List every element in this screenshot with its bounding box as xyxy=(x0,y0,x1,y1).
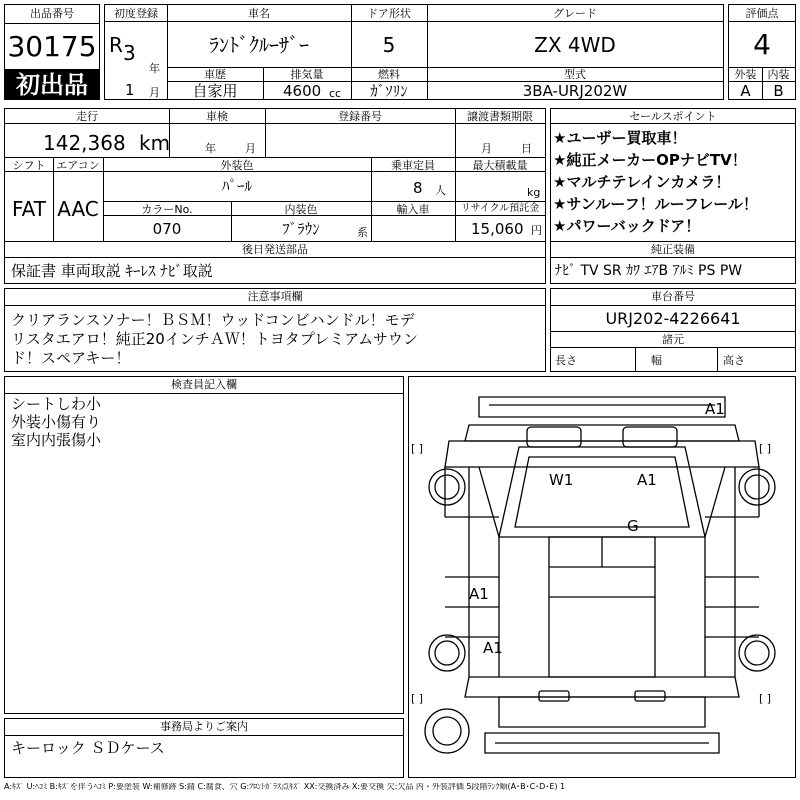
capacity-label: 乗車定員 xyxy=(391,159,435,172)
sales-point-item: ★マルチテレインカメラ！ xyxy=(553,173,731,191)
interior-label: 内装 xyxy=(767,68,790,81)
caution-line: リスタエアロ！純正20インチＡＷ！トヨタプレミアムサウン xyxy=(11,330,418,348)
first-listing-text: 初出品 xyxy=(16,71,88,99)
car-name-label: 車名 xyxy=(248,7,270,20)
bracket-mark: [ ] xyxy=(759,692,772,705)
int-color-unit: 系 xyxy=(357,226,368,239)
inspection-month-unit: 月 xyxy=(245,142,256,155)
color-no-value: 070 xyxy=(152,220,182,238)
fuel-value: ｶﾞｿﾘﾝ xyxy=(370,82,408,100)
damage-mark: A1 xyxy=(637,471,657,489)
damage-mark: A1 xyxy=(705,400,725,418)
load-label: 最大積載量 xyxy=(472,159,528,172)
exterior-value: A xyxy=(740,82,751,100)
recycle-unit: 円 xyxy=(531,224,542,237)
transfer-label: 譲渡書類期限 xyxy=(467,110,533,123)
specs-grid xyxy=(4,108,546,284)
sales-point-item: ★パワーバックドア！ xyxy=(553,217,701,235)
first-listing-badge xyxy=(5,69,99,99)
width-label: 幅 xyxy=(651,354,662,367)
inspector-box xyxy=(4,376,404,714)
sales-points-label: セールスポイント xyxy=(629,110,717,123)
reg-no-label: 登録番号 xyxy=(338,110,382,123)
caution-label: 注意事項欄 xyxy=(247,290,303,303)
year-unit: 年 xyxy=(149,62,160,75)
office-value: キーロック ＳＤケース xyxy=(11,739,165,757)
first-reg-label: 初度登録 xyxy=(114,7,158,20)
dims-label: 諸元 xyxy=(662,333,684,346)
damage-mark: A1 xyxy=(483,639,503,657)
equipment-value: ﾅﾋﾞ TV SR ｶﾜ ｴｱB ｱﾙﾐ PS PW xyxy=(555,263,743,279)
month-unit: 月 xyxy=(149,86,160,99)
header-grid xyxy=(104,4,724,100)
damage-mark: A1 xyxy=(469,585,489,603)
int-color-value: ﾌﾞﾗｳﾝ xyxy=(282,220,320,238)
car-name: ﾗﾝﾄﾞｸﾙｰｻﾞｰ xyxy=(209,33,309,57)
transfer-month-unit: 月 xyxy=(481,142,492,155)
inspection-year-unit: 年 xyxy=(205,142,216,155)
mileage-value: 142,368 xyxy=(43,131,126,155)
model-value: 3BA-URJ202W xyxy=(522,82,628,100)
exterior-label: 外装 xyxy=(734,68,757,81)
era-letter: R xyxy=(109,33,123,57)
chassis-label: 車台番号 xyxy=(651,290,695,303)
score-label: 評価点 xyxy=(745,7,779,20)
color-no-label: カラーNo. xyxy=(141,203,193,216)
car-diagram-box xyxy=(408,376,796,778)
fuel-label: 燃料 xyxy=(378,68,400,81)
bracket-mark: [ ] xyxy=(411,692,424,705)
inspector-line: シートしわ小 xyxy=(11,395,102,413)
history-label: 車歴 xyxy=(204,68,226,81)
chassis-box xyxy=(550,288,796,372)
bracket-mark: [ ] xyxy=(759,442,772,455)
load-unit: kg xyxy=(527,186,541,199)
door-value: 5 xyxy=(382,33,396,57)
office-box xyxy=(4,718,404,778)
lot-label: 出品番号 xyxy=(30,7,74,20)
caution-line: ド！スペアキー！ xyxy=(11,349,131,367)
sales-points-box xyxy=(550,108,796,284)
displacement-label: 排気量 xyxy=(290,68,324,81)
grade-value: ZX 4WD xyxy=(534,33,616,57)
ext-color-label: 外装色 xyxy=(220,159,254,172)
chassis-value: URJ202-4226641 xyxy=(605,309,741,328)
caution-box xyxy=(4,288,546,372)
caution-line: クリアランスソナー！ＢＳＭ！ウッドコンビハンドル！モデ xyxy=(11,311,415,329)
transfer-day-unit: 日 xyxy=(521,142,532,155)
displacement-unit: cc xyxy=(329,87,342,100)
ext-color-value: ﾊﾟｰﾙ xyxy=(221,177,252,195)
car-body-diagram xyxy=(409,377,795,777)
legend-text: A:ｷｽﾞ U:ﾍｺﾐ B:ｷｽﾞを伴うﾍｺﾐ P:要塗装 W:補修跡 S:錆 C:腐食、穴 G:ﾌﾛﾝﾄｶﾞﾗｽ点ｷｽﾞ XX:交換済み X:要交換 欠:欠品 内・外装評価 5段階ﾗﾝｸ順(A･B･C･D･E) 1 xyxy=(4,783,566,791)
inspector-line: 室内内張傷小 xyxy=(11,431,102,449)
history-value: 自家用 xyxy=(192,82,238,100)
inspector-label: 検査員記入欄 xyxy=(171,378,237,391)
bracket-mark: [ ] xyxy=(411,442,424,455)
equipment-label: 純正装備 xyxy=(651,243,695,256)
score-cell xyxy=(728,4,796,100)
grade-label: グレード xyxy=(553,7,597,20)
mileage-label: 走行 xyxy=(76,110,98,123)
sales-point-item: ★純正メーカーOPナビTV！ xyxy=(553,151,747,169)
lot-number-cell xyxy=(4,4,100,100)
month-value: 1 xyxy=(125,81,135,99)
displacement-value: 4600 xyxy=(283,82,322,100)
inspection-label: 車検 xyxy=(206,110,228,123)
import-label: 輸入車 xyxy=(396,203,430,216)
door-label: ドア形状 xyxy=(367,7,411,20)
ac-label: エアコン xyxy=(56,159,100,172)
model-label: 型式 xyxy=(564,68,586,81)
shift-value: FAT xyxy=(11,197,46,221)
length-label: 長さ xyxy=(555,354,577,367)
office-label: 事務局よりご案内 xyxy=(160,720,248,733)
recycle-label: リサイクル預託金 xyxy=(460,203,540,214)
ac-value: AAC xyxy=(57,197,99,221)
inspector-line: 外装小傷有り xyxy=(11,413,102,431)
lot-number: 30175 xyxy=(7,30,97,63)
era-year: 3 xyxy=(123,41,136,65)
later-parts-value: 保証書 車両取説 ｷｰﾚｽ ﾅﾋﾞ取説 xyxy=(11,262,213,280)
interior-value: B xyxy=(773,82,784,100)
mileage-unit: km xyxy=(139,131,171,155)
damage-mark: W1 xyxy=(549,471,574,489)
sales-point-item: ★ユーザー買取車！ xyxy=(553,129,687,147)
damage-mark: G xyxy=(627,517,639,535)
int-color-label: 内装色 xyxy=(284,203,318,216)
height-label: 高さ xyxy=(723,354,745,367)
capacity-unit: 人 xyxy=(435,184,446,197)
later-parts-label: 後日発送部品 xyxy=(242,243,308,256)
recycle-value: 15,060 xyxy=(471,220,524,238)
capacity-value: 8 xyxy=(413,179,423,197)
score-value: 4 xyxy=(753,28,771,61)
shift-label: シフト xyxy=(12,159,46,172)
sales-point-item: ★サンルーフ！ルーフレール！ xyxy=(553,195,758,213)
